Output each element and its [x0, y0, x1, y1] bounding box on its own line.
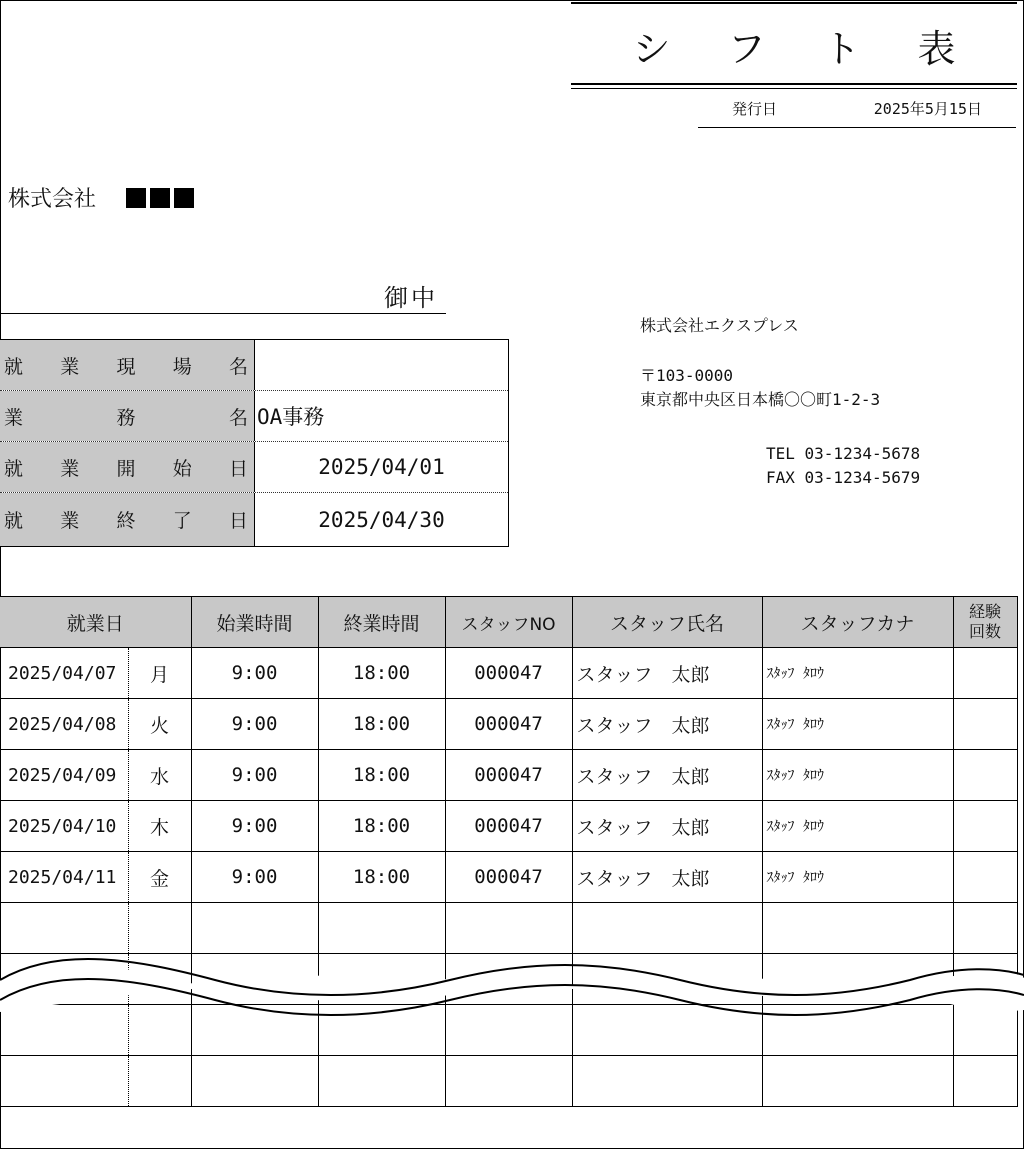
document-title: [571, 12, 1017, 78]
title-char: フ: [727, 26, 766, 71]
cell-weekday: 火: [128, 699, 191, 750]
issuer-address: 東京都中央区日本橋〇〇町1-2-3: [640, 390, 881, 409]
cell-staff-no: 000047: [445, 801, 572, 852]
issuer-company: [640, 314, 880, 412]
label-char: 務: [116, 406, 136, 429]
label-char: 就: [4, 510, 24, 532]
cell-experience-count: [953, 801, 1017, 852]
title-top-rule: [571, 2, 1017, 4]
cell-end-time: 18:00: [318, 750, 445, 801]
cell-staff-kana: ｽﾀｯﾌ ﾀﾛｳ: [762, 699, 953, 750]
label-char: 業: [60, 457, 80, 480]
cell-staff-kana: ｽﾀｯﾌ ﾀﾛｳ: [762, 750, 953, 801]
header-staff-kana: スタッフカナ: [762, 597, 953, 648]
cell-date: 2025/04/11: [0, 852, 128, 903]
label-char: 日: [228, 510, 248, 532]
cell-date: [0, 903, 128, 954]
omission-wave: [0, 950, 1024, 1030]
table-row: [0, 750, 1017, 801]
shift-table-header: [0, 597, 1017, 648]
cell-staff-name: [572, 1056, 762, 1107]
label-char: 始: [172, 457, 192, 480]
info-value-end: 2025/04/30: [318, 507, 445, 532]
header-end: 終業時間: [318, 597, 445, 648]
table-row: [0, 699, 1017, 750]
issue-date-value: 2025年5月15日: [873, 100, 982, 118]
info-label: [0, 340, 255, 390]
info-row-job: [0, 391, 508, 442]
assignment-info-table: [0, 339, 509, 547]
label-char: 名: [228, 355, 248, 378]
label-char: 場: [172, 355, 192, 378]
cell-date: [0, 1056, 128, 1107]
issuer-name: 株式会社エクスプレス: [640, 316, 799, 335]
title-char: シ: [632, 26, 671, 71]
cell-date: 2025/04/07: [0, 648, 128, 699]
cell-staff-no: 000047: [445, 852, 572, 903]
cell-staff-kana: ｽﾀｯﾌ ﾀﾛｳ: [762, 648, 953, 699]
table-row-empty: [0, 903, 1017, 954]
label-char: 業: [60, 510, 80, 532]
cell-start-time: [191, 903, 318, 954]
title-char: 表: [917, 26, 956, 71]
cell-start-time: 9:00: [191, 852, 318, 903]
cell-start-time: 9:00: [191, 648, 318, 699]
cell-end-time: 18:00: [318, 648, 445, 699]
table-row: [0, 801, 1017, 852]
cell-experience-count: [953, 699, 1017, 750]
table-row-empty: [0, 1056, 1017, 1107]
issuer-fax: FAX 03-1234-5679: [766, 468, 921, 487]
client-company: [8, 182, 194, 213]
cell-start-time: 9:00: [191, 699, 318, 750]
header-date: 就業日: [0, 597, 191, 648]
cell-experience-count: [953, 903, 1017, 954]
redacted-name: [126, 188, 194, 208]
cell-staff-name: スタッフ 太郎: [572, 852, 762, 903]
cell-weekday: [128, 903, 191, 954]
cell-staff-no: 000047: [445, 750, 572, 801]
cell-experience-count: [953, 852, 1017, 903]
cell-date: 2025/04/08: [0, 699, 128, 750]
issue-date-label: 発行日: [732, 100, 778, 118]
cell-weekday: 金: [128, 852, 191, 903]
issuer-zip: 〒103-0000: [640, 366, 734, 385]
cell-staff-name: スタッフ 太郎: [572, 648, 762, 699]
cell-experience-count: [953, 1056, 1017, 1107]
cell-staff-name: スタッフ 太郎: [572, 801, 762, 852]
info-value-job: OA事務: [257, 405, 325, 429]
label-char: 了: [172, 510, 192, 532]
info-value-start: 2025/04/01: [318, 455, 445, 479]
cell-staff-no: 000047: [445, 699, 572, 750]
info-row-site: [0, 340, 508, 391]
cell-start-time: [191, 1056, 318, 1107]
label-char: 業: [60, 355, 80, 378]
cell-staff-no: 000047: [445, 648, 572, 699]
cell-staff-name: [572, 903, 762, 954]
header-start: 始業時間: [191, 597, 318, 648]
issue-date-row: [698, 92, 1016, 128]
label-char: 就: [4, 457, 24, 480]
client-name: 株式会社: [8, 187, 97, 212]
cell-end-time: [318, 1056, 445, 1107]
header-line: 経験: [969, 602, 1002, 621]
issuer-contact: [766, 442, 920, 490]
label-char: 日: [228, 457, 248, 480]
cell-end-time: 18:00: [318, 699, 445, 750]
header-line: 回数: [969, 622, 1002, 641]
cell-start-time: 9:00: [191, 801, 318, 852]
label-char: 名: [228, 406, 248, 429]
cell-end-time: 18:00: [318, 852, 445, 903]
table-row: [0, 648, 1017, 699]
cell-staff-no: [445, 1056, 572, 1107]
header-experience-count: [953, 597, 1017, 648]
cell-date: 2025/04/10: [0, 801, 128, 852]
cell-weekday: 月: [128, 648, 191, 699]
cell-start-time: 9:00: [191, 750, 318, 801]
cell-weekday: [128, 1056, 191, 1107]
cell-staff-name: スタッフ 太郎: [572, 750, 762, 801]
shift-table: [0, 596, 1018, 1107]
cell-weekday: 水: [128, 750, 191, 801]
cell-staff-kana: [762, 1056, 953, 1107]
cell-staff-kana: ｽﾀｯﾌ ﾀﾛｳ: [762, 801, 953, 852]
header-staff-name: スタッフ氏名: [572, 597, 762, 648]
cell-end-time: 18:00: [318, 801, 445, 852]
cell-staff-no: [445, 903, 572, 954]
info-row-end: [0, 493, 508, 546]
info-label: [0, 391, 255, 441]
table-row: [0, 852, 1017, 903]
label-char: 開: [116, 457, 136, 480]
title-char: ト: [822, 26, 861, 71]
issuer-tel: TEL 03-1234-5678: [766, 444, 921, 463]
info-label: [0, 442, 255, 492]
label-char: 現: [116, 355, 136, 378]
label-char: 業: [4, 406, 24, 429]
cell-staff-kana: ｽﾀｯﾌ ﾀﾛｳ: [762, 852, 953, 903]
client-suffix-line: [0, 276, 446, 314]
client-suffix: 御中: [384, 284, 438, 312]
title-bottom-rule: [571, 83, 1017, 89]
cell-staff-name: スタッフ 太郎: [572, 699, 762, 750]
cell-experience-count: [953, 648, 1017, 699]
cell-staff-kana: [762, 903, 953, 954]
label-char: 就: [4, 355, 24, 378]
info-value-site: [255, 340, 508, 390]
header-staff-no: スタッフNO: [445, 597, 572, 648]
info-label: [0, 493, 255, 546]
cell-end-time: [318, 903, 445, 954]
cell-experience-count: [953, 750, 1017, 801]
cell-date: 2025/04/09: [0, 750, 128, 801]
cell-weekday: 木: [128, 801, 191, 852]
info-row-start: [0, 442, 508, 493]
label-char: 終: [116, 510, 136, 532]
